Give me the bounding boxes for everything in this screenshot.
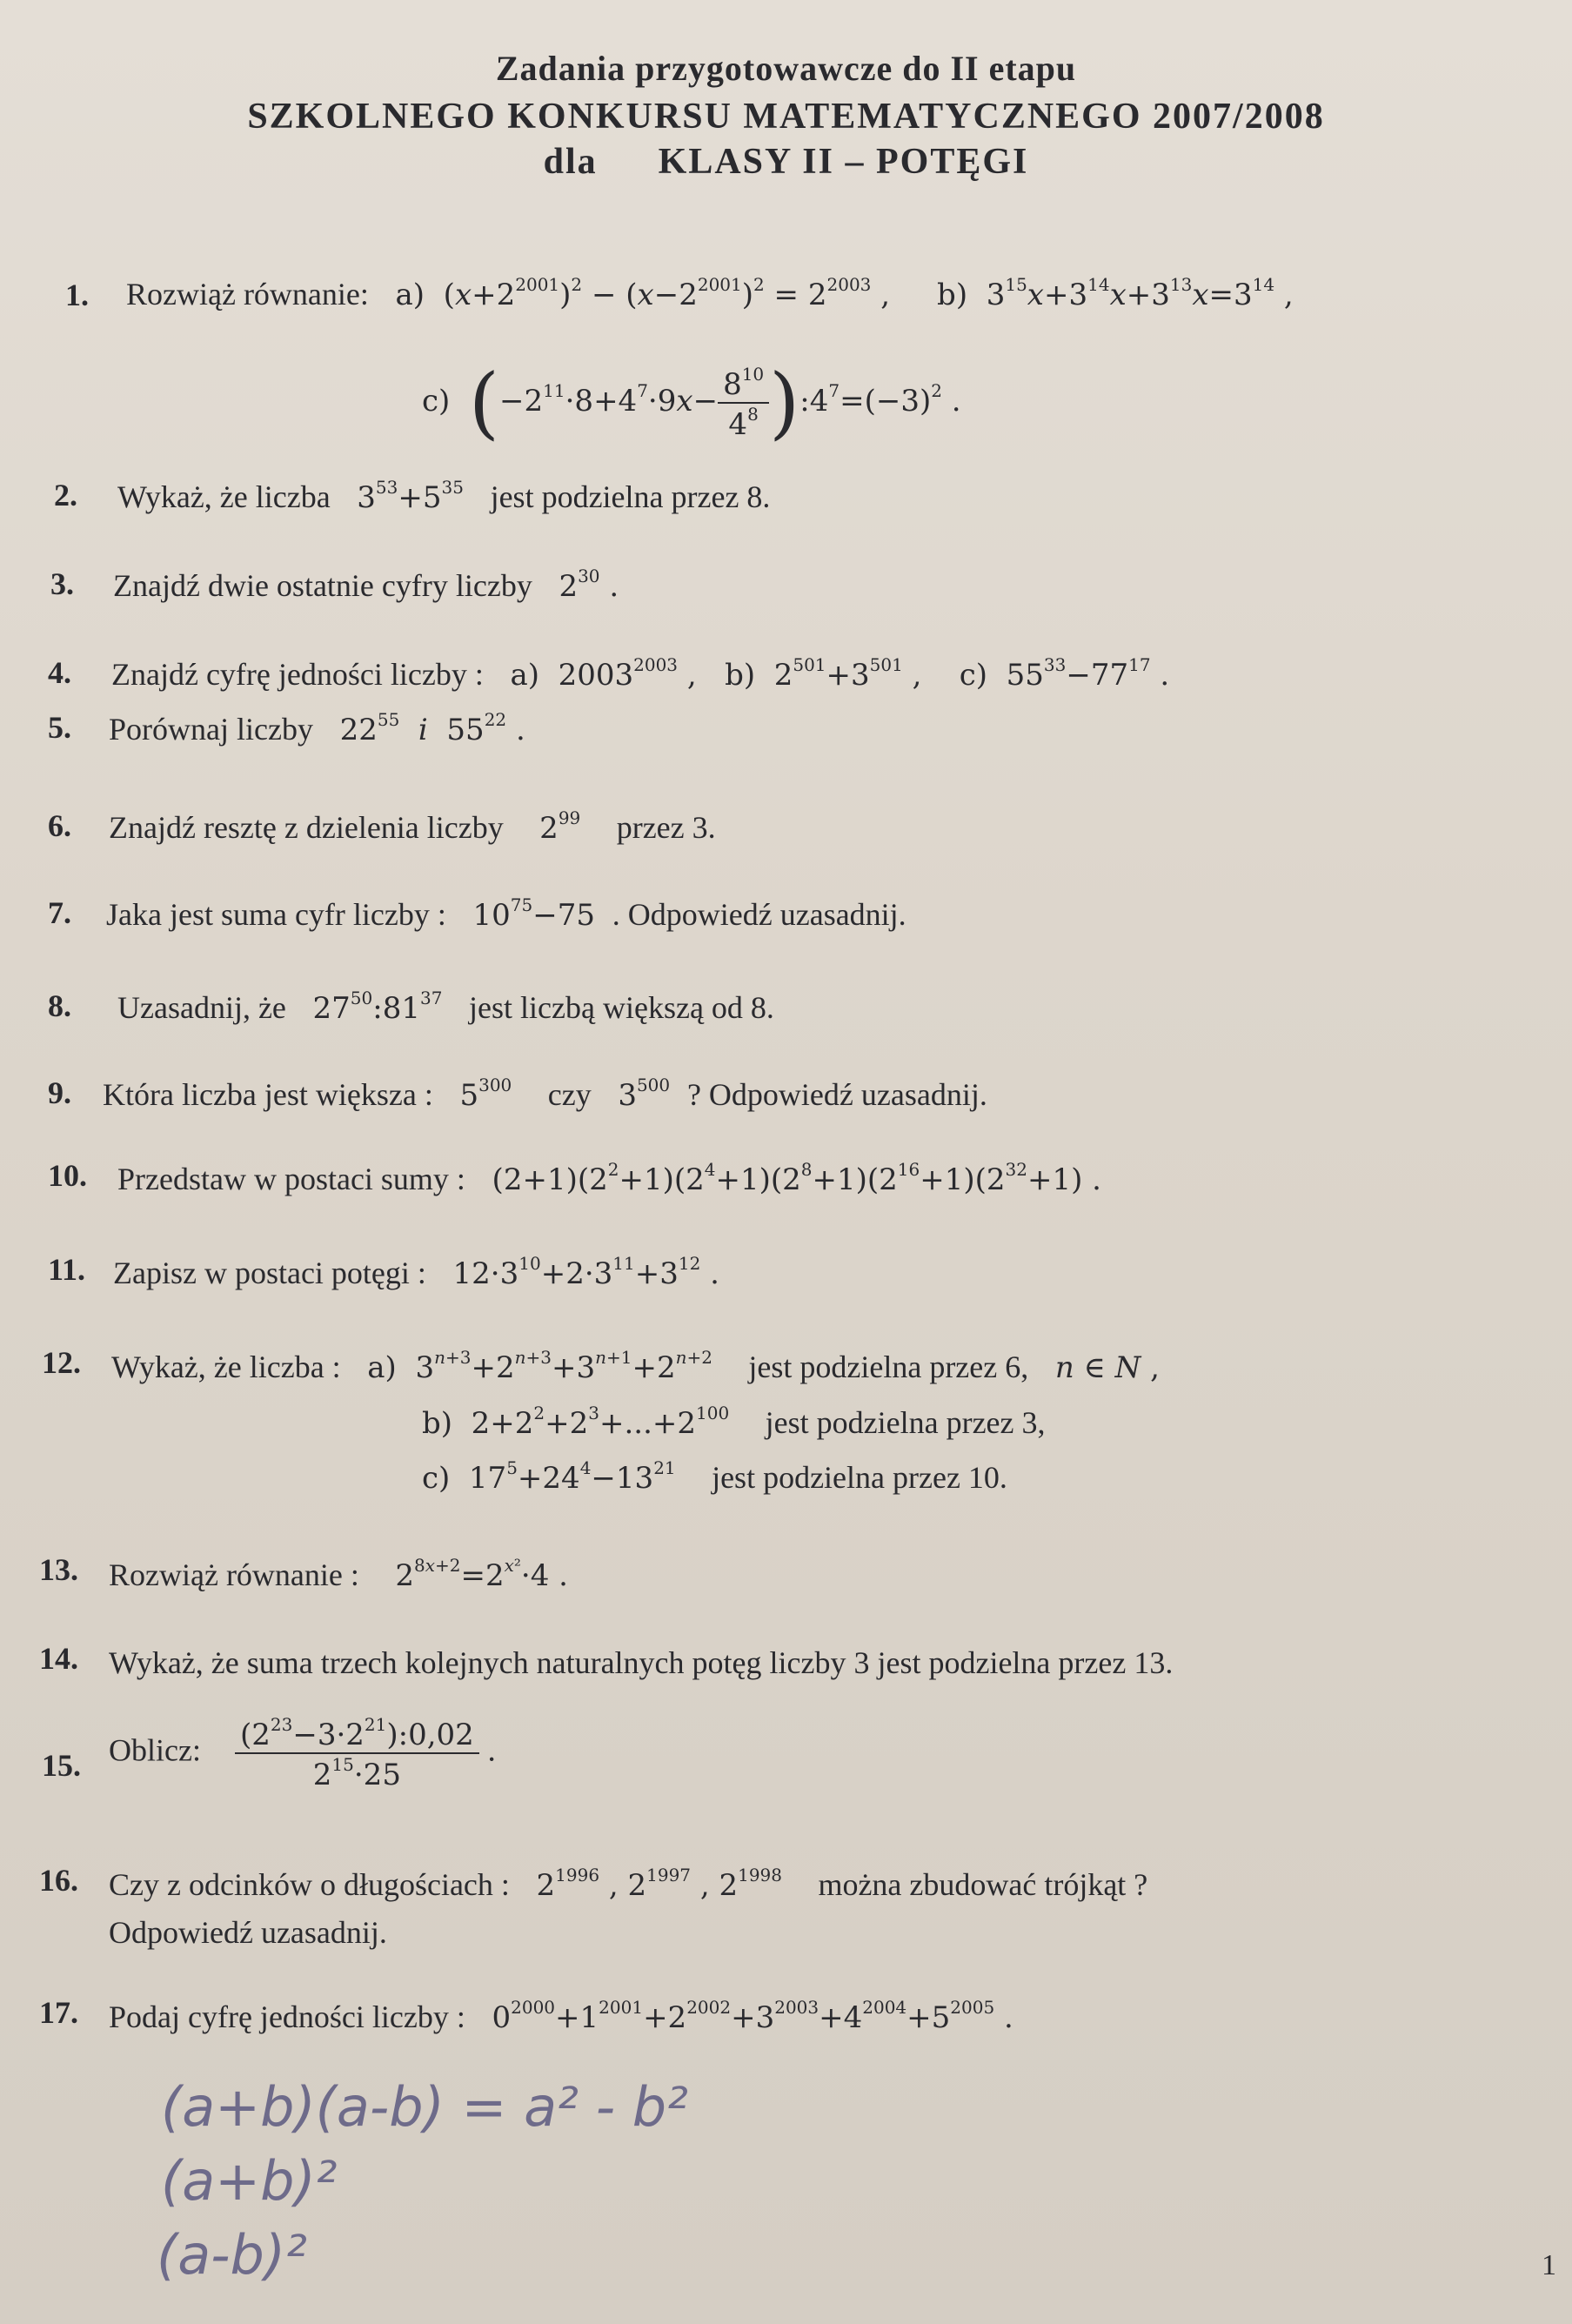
task-10-expr: $(2+1)(2^2+1)(2^4+1)(2^8+1)(2^{16}+1)(2^{32}+1)$ . xyxy=(472,1159,1101,1197)
handwriting-line-2: (a+b)² xyxy=(161,2149,338,2213)
task-13-number: 13. xyxy=(39,1552,78,1587)
task-16-line2: Odpowiedź uzasadnij. xyxy=(109,1915,387,1950)
task-5-expr: $22^{55}$ i $55^{22}$ . xyxy=(320,709,525,747)
task-9-after: ? Odpowiedź uzasadnij. xyxy=(686,1077,987,1112)
task-13 xyxy=(109,1555,568,1593)
task-6-after: przez 3. xyxy=(616,810,716,845)
header-line-1: Zadania przygotowawcze do II etapu xyxy=(495,49,1077,88)
task-11-number: 11. xyxy=(48,1252,86,1287)
task-12 xyxy=(111,1347,1160,1385)
task-1c-equation: c) ($-2^{11}\cdot 8+4^7\cdot 9x-$ $\frac{8^{10}}{4^8}$ )$:4^7=(-3)^2$ . xyxy=(422,357,961,448)
task-1a-equation: a) $(x+2^{2001})^2 - (x-2^{2001})^2 = 2^{2003}$ , b) $3^{15}x+3^{14}x+3^{13}x=3^{14}$ , xyxy=(376,274,1294,312)
header-line-3 xyxy=(0,141,1572,183)
task-5 xyxy=(109,709,525,747)
task-1c xyxy=(422,357,961,448)
task-8-after: jest liczbą większą od 8. xyxy=(469,990,774,1025)
task-2-expr: $3^{53}+5^{35}$ xyxy=(338,477,464,515)
task-10-text: Przedstaw w postaci sumy : xyxy=(117,1162,465,1196)
task-13-expr: $2^{8x+2}=2^{x^2}\cdot 4$ . xyxy=(366,1555,568,1593)
task-2-number: 2. xyxy=(54,478,77,512)
task-6-expr: $2^{99}$ xyxy=(511,807,581,846)
task-4 xyxy=(111,654,1169,693)
task-8-text: Uzasadnij, że xyxy=(117,990,286,1025)
task-2-text: Wykaż, że liczba xyxy=(117,479,331,514)
task-12b-expr: b) $2+2^2+2^3+...+2^{100}$ xyxy=(422,1403,730,1441)
page-number: 1 xyxy=(1542,2249,1556,2281)
task-12b xyxy=(422,1403,1046,1441)
task-17-number: 17. xyxy=(39,1995,78,2030)
task-12a-expr: a) $3^{n+3}+2^{n+3}+3^{n+1}+2^{n+2}$ xyxy=(348,1347,712,1385)
handwriting-line-3: (a-b)² xyxy=(157,2223,307,2287)
task-1 xyxy=(126,274,1294,312)
task-11-expr: $12\cdot 3^{10}+2\cdot 3^{11}+3^{12}$ . xyxy=(433,1253,719,1291)
header-dla: dla xyxy=(543,142,598,182)
task-7-number: 7. xyxy=(48,895,71,930)
task-5-number: 5. xyxy=(48,710,71,745)
task-3-number: 3. xyxy=(50,566,74,601)
task-3 xyxy=(113,566,619,604)
task-7-text: Jaka jest suma cyfr liczby : xyxy=(106,897,446,932)
handwriting-line-1: (a+b)(a-b) = a² - b² xyxy=(161,2075,688,2139)
task-12c-expr: c) $17^5+24^4-13^{21}$ xyxy=(422,1457,676,1496)
task-4-number: 4. xyxy=(48,655,71,690)
task-17-expr: $0^{2000}+1^{2001}+2^{2002}+3^{2003}+4^{2004}+5^{2005}$ . xyxy=(472,1997,1013,2035)
task-9-mid: czy xyxy=(547,1077,592,1112)
task-11 xyxy=(113,1253,719,1291)
task-8 xyxy=(117,988,774,1026)
task-1-text: Rozwiąż równanie: xyxy=(126,277,369,311)
task-12a-cond: n ∈ N , xyxy=(1054,1350,1160,1385)
task-12-text: Wykaż, że liczba : xyxy=(111,1350,341,1384)
task-7-after: . Odpowiedź uzasadnij. xyxy=(612,897,906,932)
task-2 xyxy=(117,477,770,515)
task-12b-after: jest podzielna przez 3, xyxy=(765,1405,1046,1440)
task-3-expr: $2^{30}$ . xyxy=(539,566,619,604)
task-17-text: Podaj cyfrę jedności liczby : xyxy=(109,1999,465,2034)
task-5-text: Porównaj liczby xyxy=(109,712,313,747)
task-15-number: 15. xyxy=(42,1748,81,1783)
task-10 xyxy=(117,1159,1101,1197)
task-4-text: Znajdź cyfrę jedności liczby : xyxy=(111,657,484,692)
task-16-expr: $2^{1996}$ , $2^{1997}$ , $2^{1998}$ xyxy=(517,1865,782,1903)
task-7 xyxy=(106,894,906,933)
task-15-text: Oblicz: xyxy=(109,1732,201,1768)
task-6 xyxy=(109,807,716,846)
task-16-text: Czy z odcinków o długościach : xyxy=(109,1867,510,1902)
task-4-expr: a) $2003^{2003}$ , b) $2^{501}+3^{501}$ , c) $55^{33}-77^{17}$ . xyxy=(491,654,1170,693)
task-14-text: Wykaż, że suma trzech kolejnych naturalnych potęg liczby 3 jest podzielna przez 13. xyxy=(109,1645,1174,1680)
task-6-number: 6. xyxy=(48,808,71,843)
header-klasa: KLASY II – POTĘGI xyxy=(658,142,1029,182)
task-15: Oblicz: $\frac{(2^{23}-3\cdot 2^{21}):0,02}{2^{15}\cdot 25}$ . xyxy=(109,1714,497,1792)
task-17 xyxy=(109,1997,1013,2035)
task-9-expr-1: $5^{300}$ xyxy=(440,1075,512,1113)
task-11-text: Zapisz w postaci potęgi : xyxy=(113,1256,426,1290)
task-9-expr-2: $3^{500}$ xyxy=(599,1075,671,1113)
task-12-number: 12. xyxy=(42,1345,81,1380)
task-7-expr: $10^{75}-75$ xyxy=(453,894,605,933)
task-12c-after: jest podzielna przez 10. xyxy=(712,1460,1007,1495)
task-9-text: Która liczba jest większa : xyxy=(103,1077,433,1112)
task-16-after: można zbudować trójkąt ? xyxy=(818,1867,1148,1902)
task-16-number: 16. xyxy=(39,1863,78,1898)
task-8-number: 8. xyxy=(48,988,71,1023)
task-14-number: 14. xyxy=(39,1641,78,1676)
task-2-after: jest podzielna przez 8. xyxy=(490,479,771,514)
task-15-fraction: $\frac{(2^{23}-3\cdot 2^{21}):0,02}{2^{15}\cdot 25}$ xyxy=(235,1714,479,1792)
task-6-text: Znajdź resztę z dzielenia liczby xyxy=(109,810,504,845)
task-1-number: 1. xyxy=(65,278,89,312)
task-13-text: Rozwiąż równanie : xyxy=(109,1557,359,1592)
task-16 xyxy=(109,1865,1147,1903)
task-9 xyxy=(103,1075,987,1113)
task-9-number: 9. xyxy=(48,1075,71,1110)
task-10-number: 10. xyxy=(48,1158,87,1193)
task-8-expr: $27^{50}:81^{37}$ xyxy=(293,988,443,1026)
task-3-text: Znajdź dwie ostatnie cyfry liczby xyxy=(113,568,532,603)
task-12a-after: jest podzielna przez 6, xyxy=(748,1350,1029,1384)
header-line-2: SZKOLNEGO KONKURSU MATEMATYCZNEGO 2007/2008 xyxy=(247,97,1325,137)
task-12c xyxy=(422,1457,1007,1496)
